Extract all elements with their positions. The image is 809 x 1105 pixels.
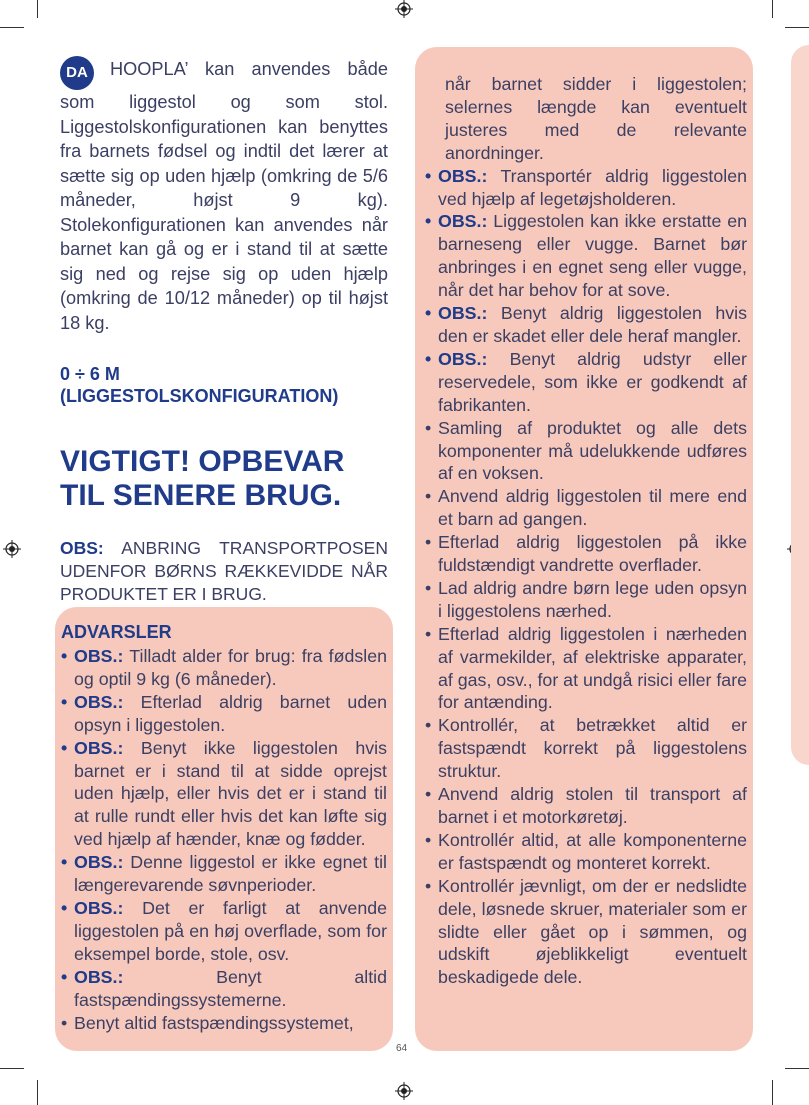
crop-mark [0,1068,24,1069]
item-text: Kontrollér, at betrækket altid er fastspændt korrekt på liggestolens struktur. [438,715,747,782]
obs-label: OBS.: [74,897,124,918]
age-heading [60,363,388,407]
list-item [425,829,747,875]
list-item [425,714,747,783]
list-item [61,737,387,852]
item-text: Efterlad aldrig liggestolen på ikke fuldstændigt vandrette overflader. [438,532,747,576]
registration-mark-icon [395,0,413,18]
item-text: Lad aldrig andre børn lege uden opsyn i liggestolens nærhed. [438,577,747,621]
age-range: 0 ÷ 6 M [60,364,120,384]
item-text: Kontrollér altid, at alle komponenterne er fastspændt og monteret korrekt. [438,829,747,873]
item-text: Det er farligt at anvende liggestolen på en høj overflade, som for eksempel borde, stole, osv. [74,897,387,964]
left-column [60,56,388,624]
obs-note-label: OBS: [60,538,104,558]
warnings-list [61,645,387,1034]
list-item [425,531,747,577]
crop-mark [772,0,773,18]
intro-text: HOOPLA’ kan anvendes både som liggestol og som stol. Liggestolskonfigurationen kan benyttes fra barnets fødsel og indtil det lærer at sætte sig op uden hjælp (omkring de 5/6 måneder, højst 9 kg). Stolekonfigurationen kan anvendes når barnet kan gå og er i stand til at sætte sig ned og rejse sig op uden hjælp (omkring de 10/12 måneder) op til højst 18 kg. [60,58,388,333]
list-item [61,645,387,691]
list-item [425,417,747,486]
warnings-title: ADVARSLER [61,622,172,642]
intro-paragraph [60,56,388,335]
item-text: Efterlad aldrig barnet uden opsyn i liggestolen. [74,691,387,735]
obs-label: OBS.: [438,165,488,186]
list-item [425,577,747,623]
obs-label: OBS.: [74,852,124,873]
important-heading: VIGTIGT! OPBEVAR TIL SENERE BRUG. [60,445,345,512]
obs-label: OBS.: [74,691,124,712]
obs-label: OBS.: [74,646,124,666]
crop-mark [0,27,24,28]
item-text: Anvend aldrig liggestolen til mere end et barn ad gangen. [438,486,747,530]
item-text: Kontrollér jævnligt, om der er nedslidte dele, løsnede skruer, materialer som er slidte eller gået op i sømmen, og udskift øjeblikkeligt eventuelt beskadigede dele. [438,875,747,988]
list-item [425,165,747,211]
crop-mark [37,1080,38,1105]
crop-mark [772,1080,773,1105]
obs-label: OBS.: [438,211,488,232]
list-item [61,691,387,737]
item-text: Samling af produktet og alle dets komponenter må udelukkende udføres af en voksen. [438,417,747,484]
continued-text: når barnet sidder i liggestolen; selernes længde kan eventuelt justeres med de relevante anordninger. [445,74,747,163]
language-badge: DA [60,56,94,90]
page-number: 64 [396,1043,408,1054]
list-item [425,302,747,348]
list-item [425,623,747,715]
warnings-continued-box [415,47,753,1051]
list-item [425,783,747,829]
registration-mark-icon [395,1082,413,1100]
list-item [61,851,387,897]
list-item [61,1012,387,1035]
obs-note [60,537,388,606]
obs-label: OBS.: [74,737,124,758]
warnings-list-continued [425,165,747,990]
item-text: Tilladt alder for brug: fra fødslen og optil 9 kg (6 måneder). [74,646,387,689]
list-item [61,966,387,1012]
list-item [425,485,747,531]
item-text: Benyt altid fastspændingssystemet, [74,1012,354,1033]
crop-mark [785,1068,809,1069]
item-text: Benyt aldrig udstyr eller reservedele, som ikke er godkendt af fabrikanten. [438,348,747,415]
list-item [425,210,747,302]
item-text: Efterlad aldrig liggestolen i nærheden af varmekilder, af elektriske apparater, af gas, osv., for at undgå risici eller fare for antænding. [438,623,748,713]
obs-label: OBS.: [438,303,488,324]
item-text: Benyt aldrig liggestolen hvis den er skadet eller dele heraf mangler. [438,303,747,346]
item-text: Anvend aldrig stolen til transport af barnet i et motorkøretøj. [438,784,747,827]
next-page-edge [791,45,809,765]
item-text: Denne liggestol er ikke egnet til længerevarende søvnperioder. [74,852,387,896]
list-item [425,875,747,990]
item-text: Benyt altid fastspændingssystemerne. [74,966,387,1010]
registration-mark-icon [3,540,21,558]
warnings-box [55,607,393,1051]
configuration-label: (LIGGESTOLSKONFIGURATION) [60,386,339,406]
obs-label: OBS.: [438,348,488,369]
crop-mark [37,0,38,18]
list-item [61,897,387,966]
list-item [425,348,747,417]
item-text: Transportér aldrig liggestolen ved hjælp af legetøjsholderen. [438,165,747,209]
obs-note-text: ANBRING TRANSPORTPOSEN UDENFOR BØRNS RÆKKEVIDDE NÅR PRODUKTET ER I BRUG. [60,538,388,604]
item-text: Benyt ikke liggestolen hvis barnet er i stand til at sidde oprejst uden hjælp, eller hvis det er i stand til at rulle rundt eller hvis det kan løfte sig ved hjælp af hænder, knæ og fødder. [74,737,387,850]
crop-mark [785,27,809,28]
item-text: Liggestolen kan ikke erstatte en barneseng eller vugge. Barnet bør anbringes i en egnet seng eller vugge, når det har behov for at sove. [438,211,747,301]
obs-label: OBS.: [74,966,124,987]
